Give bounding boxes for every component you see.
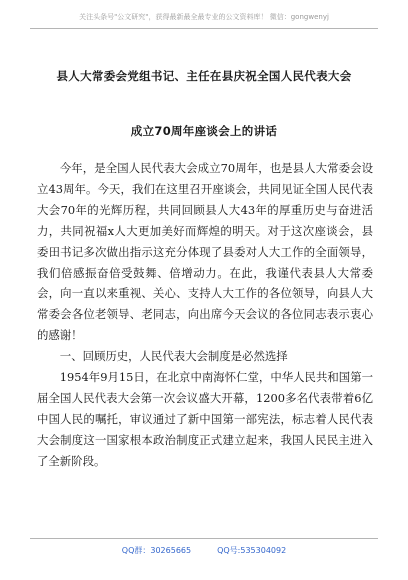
footer-qq-group: QQ群：30265665: [121, 546, 192, 555]
header-notice: 关注头条号"公文研究"，获得最新最全最专业的公文资料库！ 微信：gongwenyj: [79, 13, 329, 21]
section-heading-1: 一、回顾历史，人民代表大会制度是必然选择: [59, 349, 288, 364]
document-body: [37, 158, 373, 472]
footer-contact: [0, 545, 408, 556]
page-footer: [0, 538, 408, 556]
footer-divider: [30, 538, 378, 539]
footer-qq-number: QQ号:535304092: [217, 546, 287, 555]
body-paragraph-history: 1954年9月15日，在北京中南海怀仁堂，中华人民共和国第一届全国人民代表大会第一次会议盛大开幕，1200多名代表带着6亿中国人民的嘱托，审议通过了新中国第一部宪法，标志着人民代表大会制度这一国家根本政治制度正式建立起来，我国人民民主进入了全新阶段。: [37, 370, 373, 468]
body-paragraph-intro: 今年，是全国人民代表大会成立70周年，也是县人大常委会设立43周年。今天，我们在这里召开座谈会，共同见证全国人民代表大会70年的光辉历程，共同回顾县人大43年的厚重历史与奋进活力，共同祝福x人大更加美好而辉煌的明天。对于这次座谈会，县委田书记多次做出指示这充分体现了县委对人大工作的全面领导，我们倍感振奋倍受鼓舞、倍增动力。在此，我谨代表县人大常委会，向一直以来重视、关心、支持人大工作的各位领导，向县人大常委会各位老领导、老同志，向出席今天会议的各位同志表示衷心的感谢！: [37, 161, 373, 343]
header-divider: [30, 28, 378, 29]
page-header: [0, 12, 408, 29]
document-title-line-2: 成立70周年座谈会上的讲话: [130, 124, 278, 138]
document-title-line-1: 县人大常委会党组书记、主任在县庆祝全国人民代表大会: [56, 69, 352, 83]
